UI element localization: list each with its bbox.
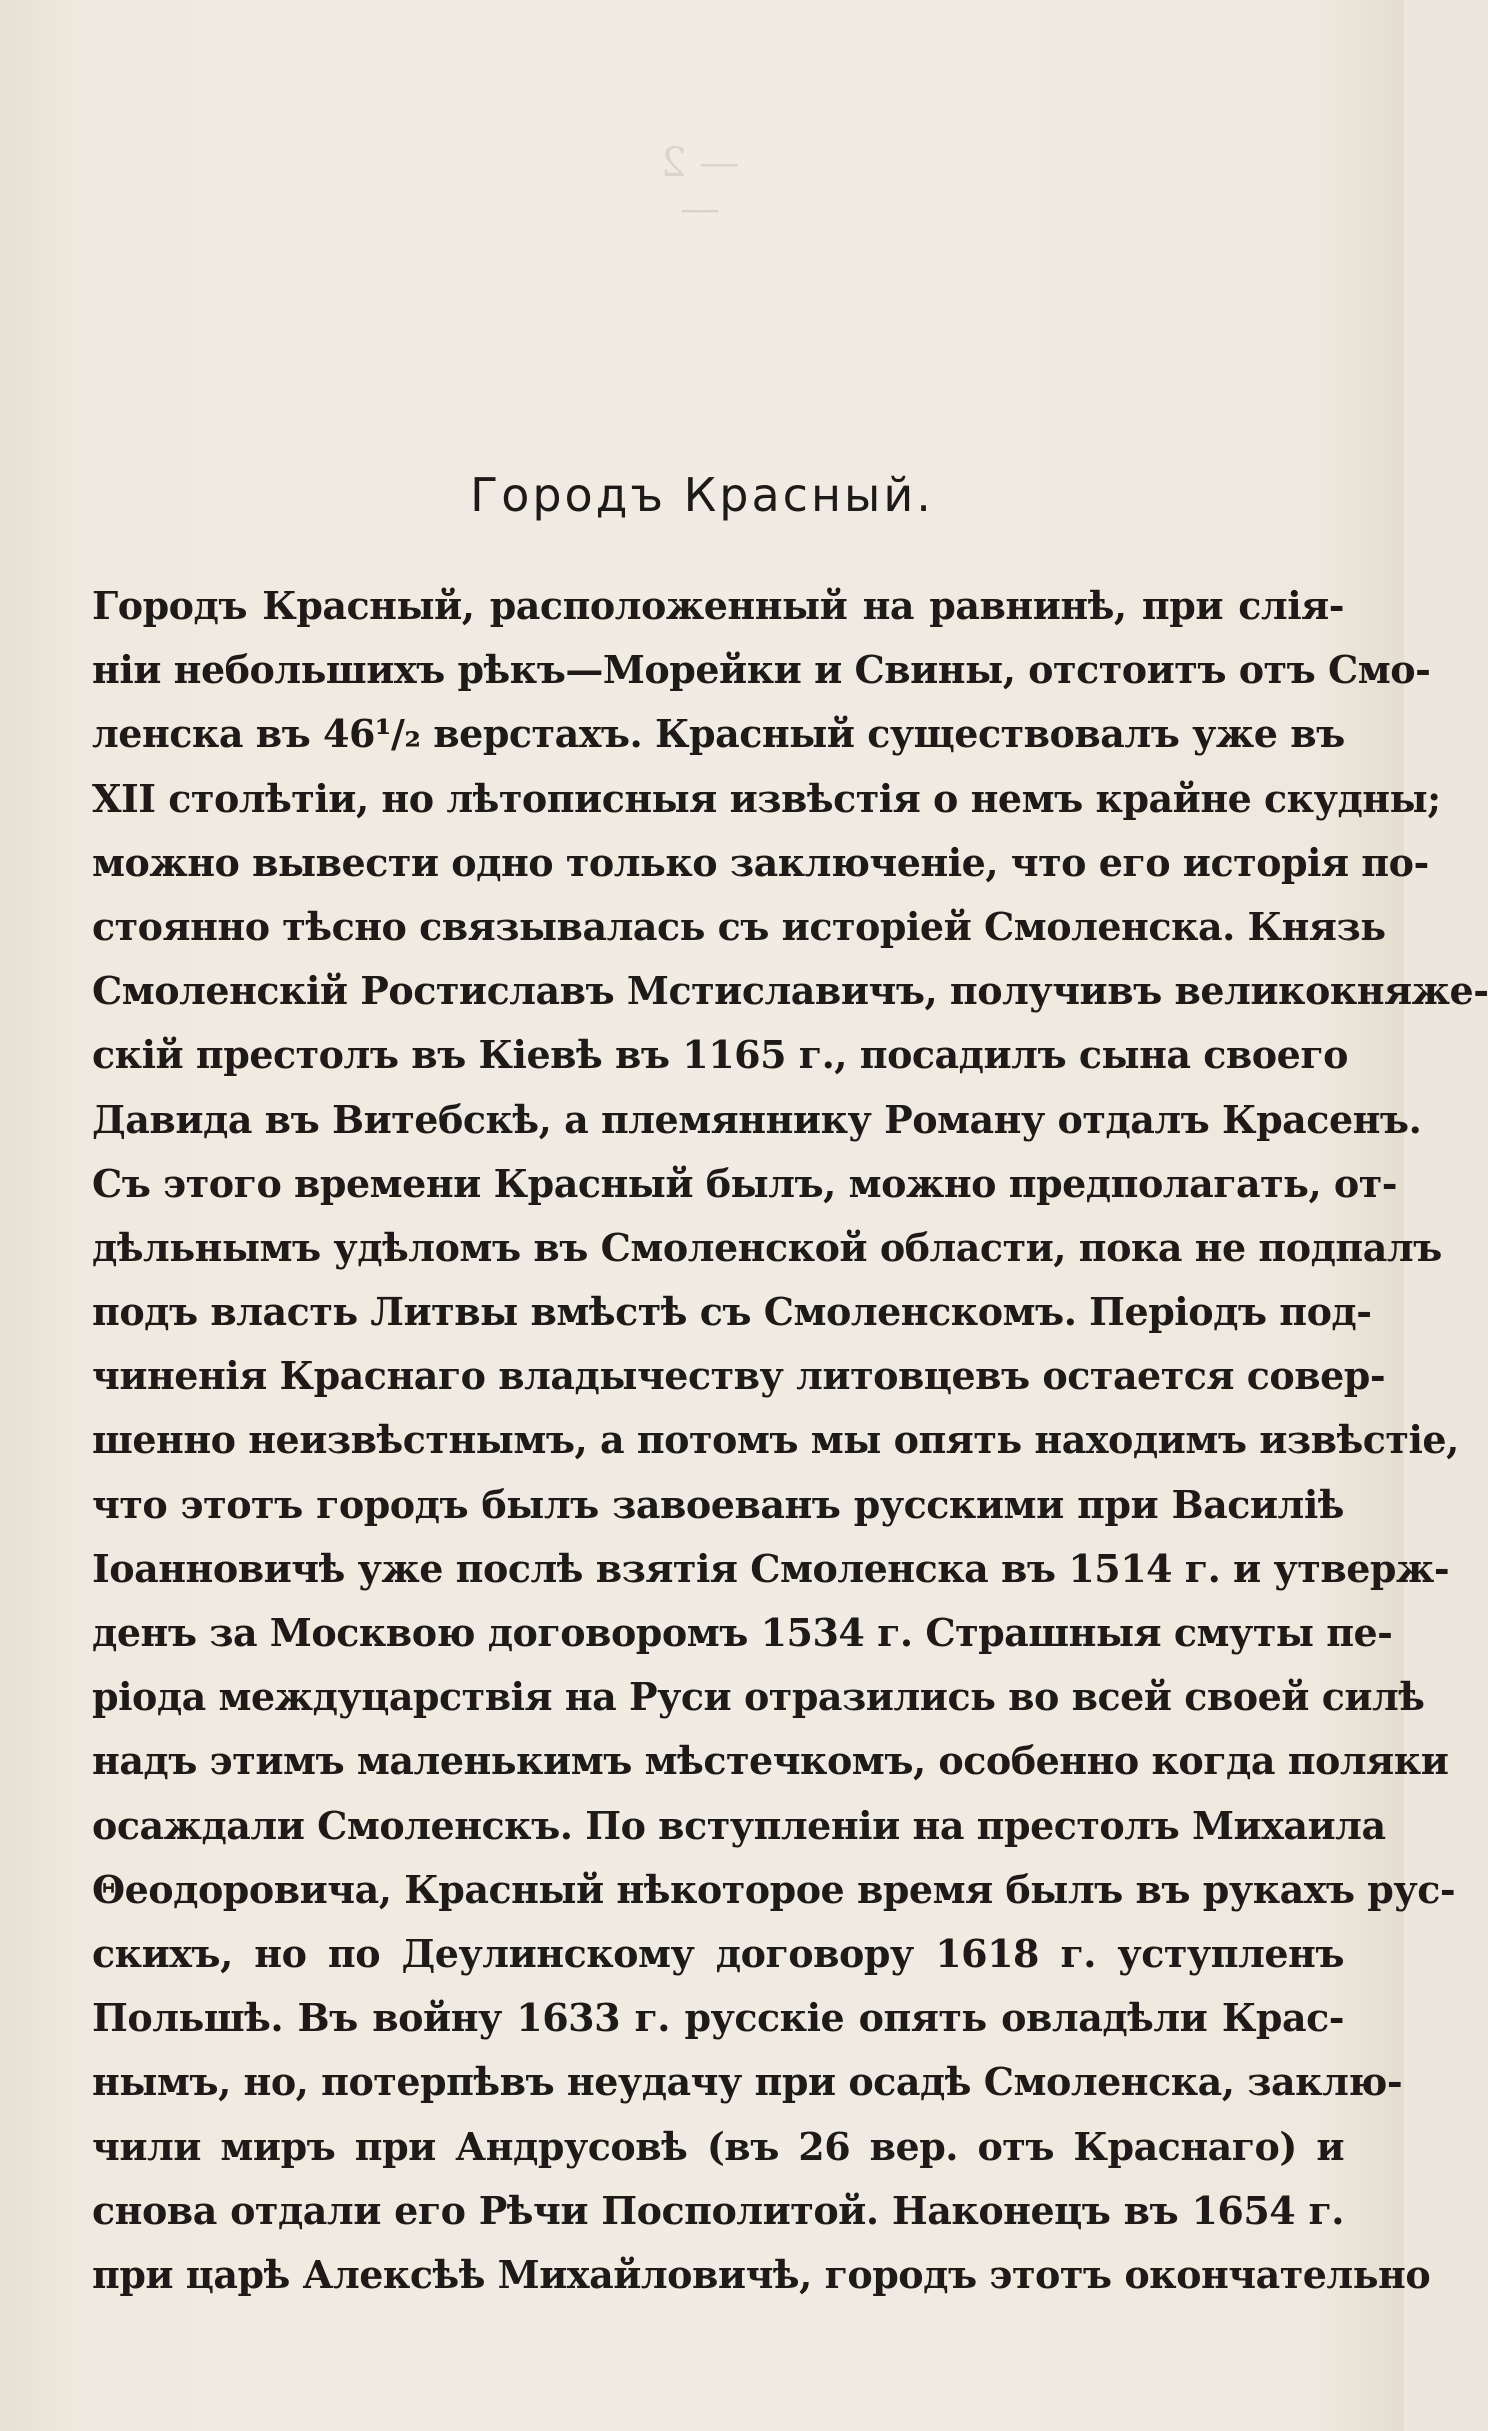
text-line: осаждали Смоленскъ. По вступленіи на престолъ Михаила <box>92 1802 1386 1848</box>
text-line: Давида въ Витебскѣ, а племяннику Роману отдалъ Красенъ. <box>92 1096 1422 1142</box>
text-line: что этотъ городъ былъ завоеванъ русскими при Василіѣ <box>92 1481 1344 1527</box>
page-number: — 2 — <box>660 140 740 232</box>
text-line: подъ власть Литвы вмѣстѣ съ Смоленскомъ. Періодъ под- <box>92 1289 1372 1335</box>
text-line: XII столѣтіи, но лѣтописныя извѣстія о немъ крайне скудны; <box>92 775 1441 821</box>
text-line: чиненія Краснаго владычеству литовцевъ остается совер- <box>92 1353 1386 1399</box>
text-line: скихъ, но по Деулинскому договору 1618 г. уступленъ <box>92 1930 1344 1976</box>
text-line: шенно неизвѣстнымъ, а потомъ мы опять находимъ извѣстіе, <box>92 1417 1459 1463</box>
text-line: Іоанновичѣ уже послѣ взятія Смоленска въ 1514 г. и утверж- <box>92 1545 1450 1591</box>
text-line: ленска въ 46¹/₂ верстахъ. Красный существовалъ уже въ <box>92 711 1345 757</box>
text-line: ніи небольшихъ рѣкъ—Морейки и Свины, отстоитъ отъ Смо- <box>92 647 1431 693</box>
body-text <box>92 574 1488 2307</box>
text-line: Городъ Красный, расположенный на равнинѣ, при слія- <box>92 583 1344 628</box>
text-line: дѣльнымъ удѣломъ въ Смоленской области, пока не подпалъ <box>92 1224 1442 1270</box>
text-line: можно вывести одно только заключеніе, что его исторія по- <box>92 839 1429 885</box>
text-line: чили миръ при Андрусовѣ (въ 26 вер. отъ Краснаго) и <box>92 2123 1344 2169</box>
text-line: скій престолъ въ Кіевѣ въ 1165 г., посадилъ сына своего <box>92 1032 1348 1078</box>
page-title: Городъ Красный. <box>470 468 934 522</box>
text-line: Смоленскій Ростиславъ Мстиславичъ, получивъ великокняже- <box>92 968 1488 1014</box>
text-line: денъ за Москвою договоромъ 1534 г. Страшныя смуты пе- <box>92 1610 1393 1655</box>
text-line: ріода междуцарствія на Руси отразились во всей своей силѣ <box>92 1674 1425 1720</box>
text-line: Θеодоровича, Красный нѣкоторое время былъ въ рукахъ рус- <box>92 1866 1456 1912</box>
text-line: Съ этого времени Красный былъ, можно предполагать, от- <box>92 1160 1398 1206</box>
text-line: Польшѣ. Въ войну 1633 г. русскіе опять овладѣли Крас- <box>92 1995 1344 2041</box>
text-line: надъ этимъ маленькимъ мѣстечкомъ, особенно когда поляки <box>92 1738 1449 1784</box>
text-line: стоянно тѣсно связывалась съ исторіей Смоленска. Князь <box>92 903 1386 949</box>
text-line: при царѣ Алексѣѣ Михайловичѣ, городъ этотъ окончательно <box>92 2251 1431 2297</box>
text-line: снова отдали его Рѣчи Посполитой. Наконецъ въ 1654 г. <box>92 2187 1344 2233</box>
text-line: нымъ, но, потерпѣвъ неудачу при осадѣ Смоленска, заклю- <box>92 2059 1403 2105</box>
